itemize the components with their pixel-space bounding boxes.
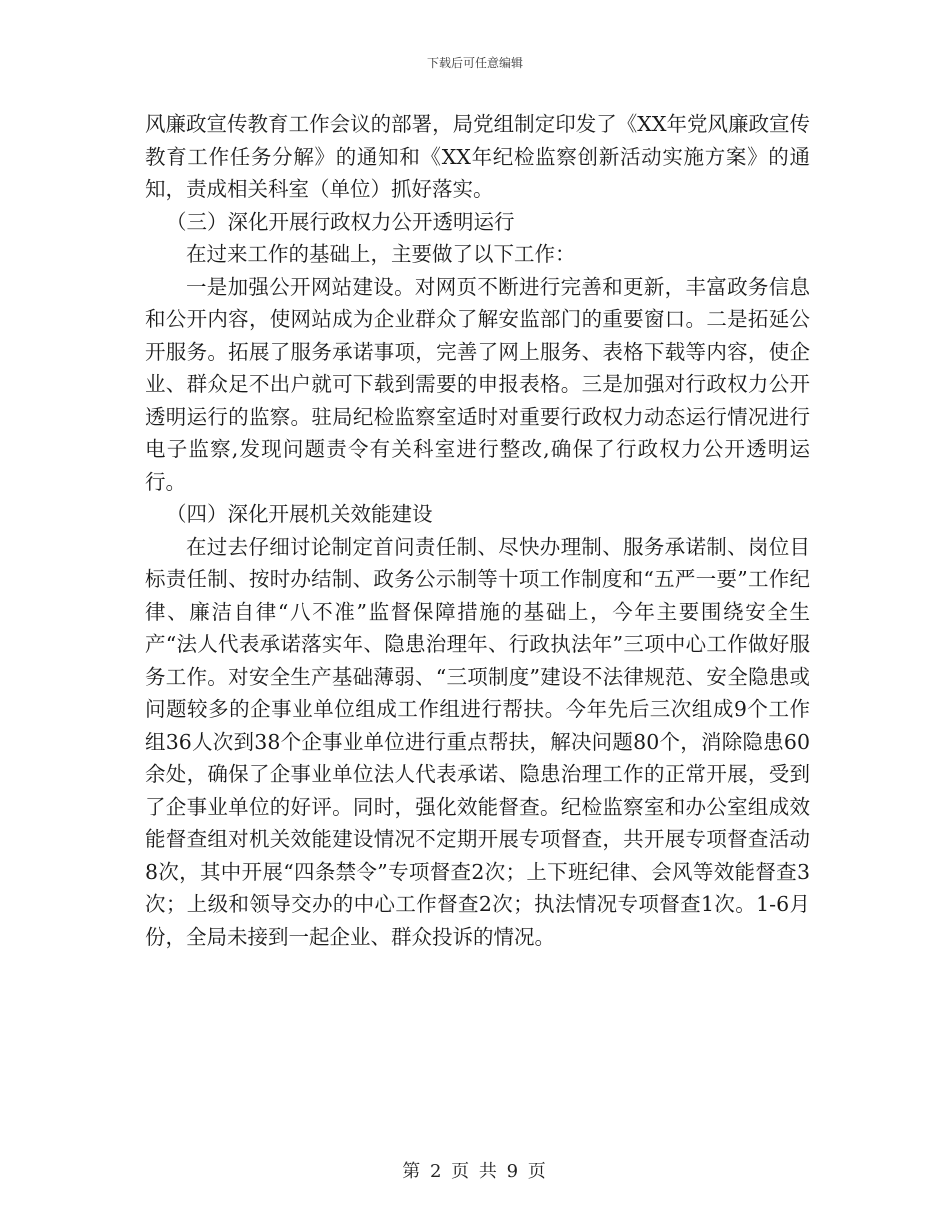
- section-heading-4: （四）深化开展机关效能建设: [166, 502, 433, 526]
- page-header: 下载后可任意编辑: [426, 56, 523, 70]
- page-number-footer: 第 2 页 共 9 页: [402, 1161, 548, 1182]
- paragraph-website: 一是加强公开网站建设。对网页不断进行完善和更新，丰富政务信息和公开内容，使网站成为企业群众了解安监部门的重要窗口。二是拓延公开服务。拓展了服务承诺事项，完善了网上服务、表格下载等内容，使企业、群众足不出户就可下载到需要的申报表格。三是加强对行政权力公开透明运行的监察。驻局纪检监察室适时对重要行政权力动态运行情况进行电子监察,发现问题责令有关科室进行整改,确保了行政权力公开透明运行。: [145, 274, 810, 494]
- document-body: [145, 108, 810, 953]
- paragraph-efficiency: 在过去仔细讨论制定首问责任制、尽快办理制、服务承诺制、岗位目标责任制、按时办结制、政务公示制等十项工作制度和“五严一要”工作纪律、廉洁自律“八不准”监督保障措施的基础上，今年主要围绕安全生产“法人代表承诺落实年、隐患治理年、行政执法年”三项中心工作做好服务工作。对安全生产基础薄弱、“三项制度”建设不法律规范、安全隐患或问题较多的企事业单位组成工作组进行帮扶。今年先后三次组成9个工作组36人次到38个企事业单位进行重点帮扶，解决问题80个，消除隐患60余处，确保了企事业单位法人代表承诺、隐患治理工作的正常开展，受到了企事业单位的好评。同时，强化效能督查。纪检监察室和办公室组成效能督查组对机关效能建设情况不定期开展专项督查，共开展专项督查活动8次，其中开展“四条禁令”专项督查2次；上下班纪律、会风等效能督查3次；上级和领导交办的中心工作督查2次；执法情况专项督查1次。1-6月份，全局未接到一起企业、群众投诉的情况。: [145, 534, 810, 949]
- paragraph-intro: 在过来工作的基础上，主要做了以下工作：: [186, 242, 576, 266]
- section-heading-3: （三）深化开展行政权力公开透明运行: [166, 209, 515, 234]
- paragraph-continuation: 风廉政宣传教育工作会议的部署，局党组制定印发了《XX年党风廉政宣传教育工作任务分解》的通知和《XX年纪检监察创新活动实施方案》的通知，责成相关科室（单位）抓好落实。: [145, 112, 810, 201]
